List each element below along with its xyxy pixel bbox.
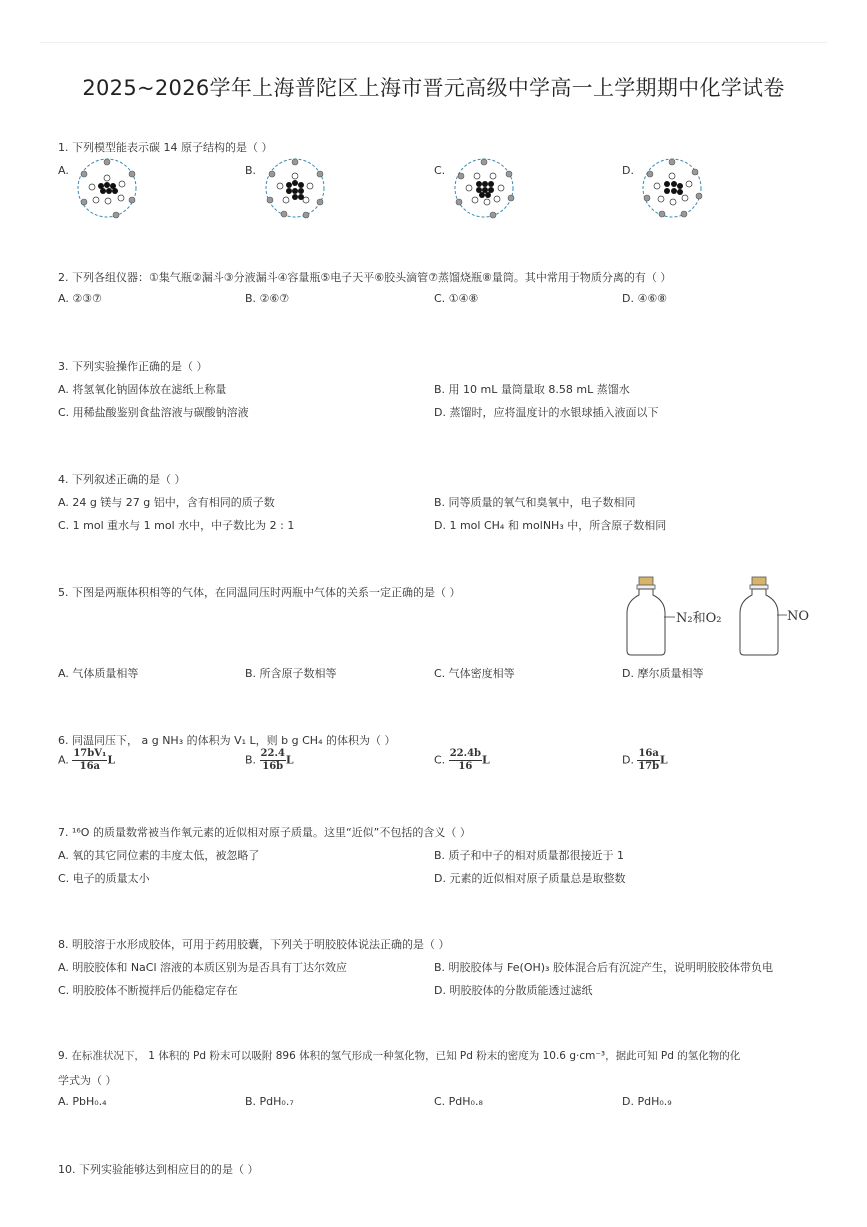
atom-model-b — [260, 156, 332, 220]
question-2-stem: 2. 下列各组仪器：①集气瓶②漏斗③分液漏斗④容量瓶⑤电子天平⑥胶头滴管⑦蒸馏烧瓶⑧量筒。其中常用于物质分离的有（ ） — [58, 271, 672, 284]
question-10-stem: 10. 下列实验能够达到相应目的的是（ ） — [58, 1163, 259, 1176]
q2-option-d[interactable]: D. ④⑥⑧ — [622, 292, 668, 305]
unit: L — [285, 753, 294, 767]
question-8 — [58, 936, 450, 952]
fraction-denominator: 16b — [262, 761, 284, 772]
q6-option-d-label: D. — [622, 753, 634, 767]
question-6-stem: 6. 同温同压下， a g NH₃ 的体积为 V₁ L，则 b g CH₄ 的体积为（ ） — [58, 734, 396, 747]
atom-model-c — [449, 156, 521, 220]
q6-option-c-label: C. — [434, 753, 446, 767]
fraction-numerator: 22.4b — [449, 748, 482, 759]
fraction-numerator: 22.4 — [260, 748, 285, 759]
unit: L — [482, 753, 490, 767]
question-3 — [58, 358, 208, 374]
q6-option-c[interactable] — [434, 748, 490, 773]
q7-option-d[interactable]: D. 元素的近似相对原子质量总是取整数 — [434, 872, 626, 885]
question-10 — [58, 1161, 259, 1177]
gas-bottles-figure — [620, 575, 820, 657]
bottle-2-label: NO — [787, 609, 810, 624]
atom-model-a — [72, 156, 144, 220]
question-2 — [58, 269, 671, 285]
q8-option-d[interactable]: D. 明胶胶体的分散质能透过滤纸 — [434, 984, 593, 997]
fraction-denominator: 16a — [79, 761, 101, 772]
question-6 — [58, 732, 395, 748]
question-7-stem: 7. ¹⁶O 的质量数常被当作氧元素的近似相对原子质量。这里“近似”不包括的含义（ ） — [58, 826, 471, 839]
q1-option-c[interactable]: C. — [434, 164, 446, 177]
q6-option-c-fraction — [449, 748, 482, 773]
q6-option-d[interactable] — [622, 748, 668, 773]
q5-option-c[interactable]: C. 气体密度相等 — [434, 667, 515, 680]
q1-option-a[interactable]: A. — [58, 164, 69, 177]
question-8-stem: 8. 明胶溶于水形成胶体，可用于药用胶囊，下列关于明胶胶体说法正确的是（ ） — [58, 938, 450, 951]
question-4-stem: 4. 下列叙述正确的是（ ） — [58, 473, 186, 486]
q7-option-a[interactable]: A. 氧的其它同位素的丰度太低，被忽略了 — [58, 849, 260, 862]
question-9-continued — [58, 1072, 117, 1088]
q3-option-c[interactable]: C. 用稀盐酸鉴别食盐溶液与碳酸钠溶液 — [58, 406, 249, 419]
bottle-1-label: N₂和O₂ — [676, 611, 722, 626]
question-5-stem: 5. 下图是两瓶体积相等的气体，在同温同压时两瓶中气体的关系一定正确的是（ ） — [58, 586, 461, 599]
fraction-denominator: 17b — [638, 761, 660, 772]
question-1 — [58, 139, 272, 155]
q8-option-c[interactable]: C. 明胶胶体不断搅拌后仍能稳定存在 — [58, 984, 238, 997]
bottle-1-icon — [627, 577, 675, 655]
header-divider — [40, 42, 827, 43]
unit: L — [659, 753, 668, 767]
q4-option-d[interactable]: D. 1 mol CH₄ 和 molNH₃ 中，所含原子数相同 — [434, 519, 667, 532]
q8-option-a[interactable]: A. 明胶胶体和 NaCl 溶液的本质区别为是否具有丁达尔效应 — [58, 961, 348, 974]
q4-option-c[interactable]: C. 1 mol 重水与 1 mol 水中，中子数比为 2 : 1 — [58, 519, 295, 532]
question-9 — [58, 1048, 740, 1063]
q7-option-c[interactable]: C. 电子的质量太小 — [58, 872, 150, 885]
atom-model-d — [637, 156, 709, 220]
fraction-denominator: 16 — [458, 761, 473, 772]
q5-option-b[interactable]: B. 所含原子数相等 — [245, 667, 337, 680]
bottle-2-icon — [740, 577, 787, 655]
q9-option-d[interactable]: D. PdH₀.₉ — [622, 1095, 672, 1108]
q7-option-b[interactable]: B. 质子和中子的相对质量都很接近于 1 — [434, 849, 625, 862]
q2-option-c[interactable]: C. ①④⑧ — [434, 292, 479, 305]
q6-option-b-label: B. — [245, 753, 257, 767]
question-7 — [58, 824, 471, 840]
q3-option-d[interactable]: D. 蒸馏时，应将温度计的水银球插入液面以下 — [434, 406, 659, 419]
q9-option-c[interactable]: C. PdH₀.₈ — [434, 1095, 483, 1108]
question-9-stem-line-1: 9. 在标准状况下， 1 体积的 Pd 粉末可以吸附 896 体积的氢气形成一种氢化物，已知 Pd 粉末的密度为 10.6 g·cm⁻³，据此可知 Pd 的氢化物的化 — [58, 1050, 741, 1062]
fraction-numerator: 16a — [638, 748, 659, 759]
question-5 — [58, 584, 461, 600]
question-3-stem: 3. 下列实验操作正确的是（ ） — [58, 360, 208, 373]
unit: L — [107, 753, 116, 767]
q6-option-b-fraction — [260, 748, 286, 773]
q9-option-b[interactable]: B. PdH₀.₇ — [245, 1095, 294, 1108]
q8-option-b[interactable]: B. 明胶胶体与 Fe(OH)₃ 胶体混合后有沉淀产生，说明明胶胶体带负电 — [434, 961, 773, 974]
q6-option-d-fraction — [637, 748, 659, 773]
q5-option-a[interactable]: A. 气体质量相等 — [58, 667, 139, 680]
q3-option-b[interactable]: B. 用 10 mL 量筒量取 8.58 mL 蒸馏水 — [434, 383, 630, 396]
question-1-stem: 1. 下列模型能表示碳 14 原子结构的是（ ） — [58, 141, 273, 154]
q9-option-a[interactable]: A. PbH₀.₄ — [58, 1095, 107, 1108]
question-9-stem-line-2: 学式为（ ） — [58, 1074, 117, 1087]
page-title: 2025~2026学年上海普陀区上海市晋元高级中学高一上学期期中化学试卷 — [82, 76, 785, 100]
q6-option-a-label: A. — [58, 753, 69, 767]
q2-option-b[interactable]: B. ②⑥⑦ — [245, 292, 290, 305]
q6-option-a[interactable] — [58, 748, 115, 773]
q3-option-a[interactable]: A. 将氢氧化钠固体放在滤纸上称量 — [58, 383, 227, 396]
question-4 — [58, 471, 186, 487]
q1-option-b[interactable]: B. — [245, 164, 257, 177]
q6-option-a-fraction — [72, 748, 107, 773]
q2-option-a[interactable]: A. ②③⑦ — [58, 292, 102, 305]
fraction-numerator: 17bV₁ — [73, 748, 107, 759]
q1-option-d[interactable]: D. — [622, 164, 634, 177]
q5-option-d[interactable]: D. 摩尔质量相等 — [622, 667, 704, 680]
q4-option-b[interactable]: B. 同等质量的氧气和臭氧中，电子数相同 — [434, 496, 636, 509]
q6-option-b[interactable] — [245, 748, 294, 773]
q4-option-a[interactable]: A. 24 g 镁与 27 g 铝中，含有相同的质子数 — [58, 496, 275, 509]
